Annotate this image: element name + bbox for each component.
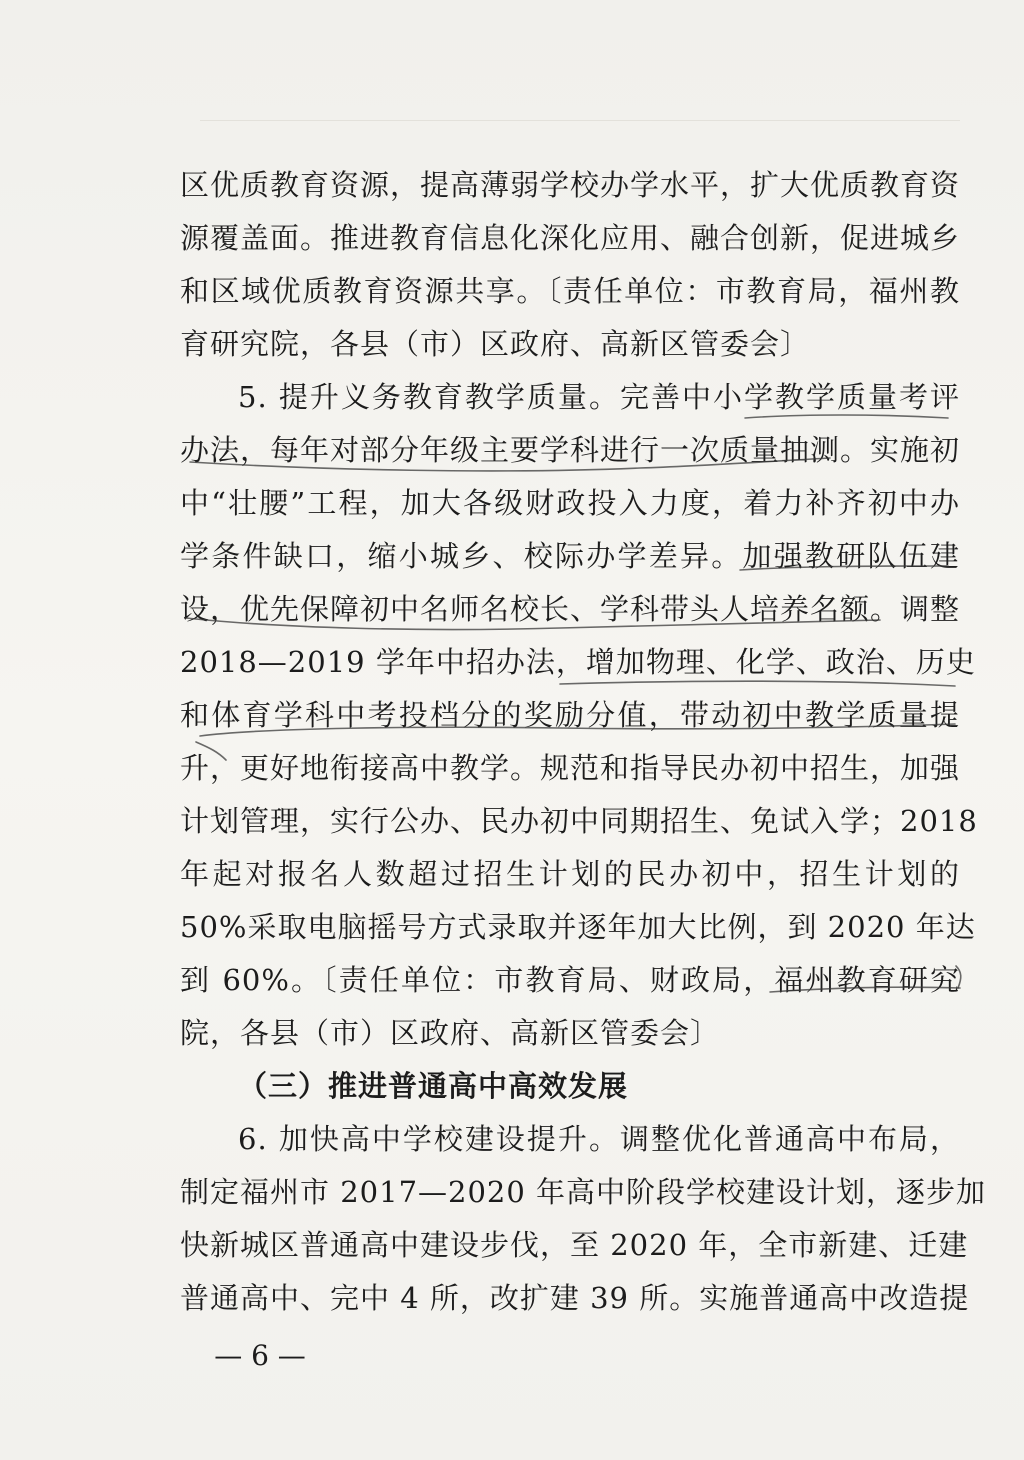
text-line: 升，更好地衔接高中教学。规范和指导民办初中招生，加强	[180, 751, 961, 785]
text-line: 快新城区普通高中建设步伐，至 2020 年，全市新建、迁建	[180, 1228, 969, 1262]
text-line: 计划管理，实行公办、民办初中同期招生、免试入学；2018	[180, 804, 978, 838]
page-number: — 6 —	[214, 1339, 306, 1372]
text-line: 设，优先保障初中名师名校长、学科带头人培养名额。调整	[180, 592, 961, 626]
section-heading: （三）推进普通高中高效发展	[238, 1069, 629, 1103]
text-line: 和体育学科中考投档分的奖励分值，带动初中教学质量提	[180, 698, 960, 732]
text-line: 办法，每年对部分年级主要学科进行一次质量抽测。实施初	[180, 433, 961, 467]
text-line: 源覆盖面。推进教育信息化深化应用、融合创新，促进城乡	[180, 221, 961, 255]
text-line: 50%采取电脑摇号方式录取并逐年加大比例，到 2020 年达	[180, 910, 976, 944]
text-line: 制定福州市 2017—2020 年高中阶段学校建设计划，逐步加	[180, 1175, 987, 1209]
text-line: 和区域优质教育资源共享。〔责任单位：市教育局，福州教	[180, 274, 960, 308]
text-line: 6. 加快高中学校建设提升。调整优化普通高中布局，	[238, 1122, 960, 1156]
bleed-through-line	[200, 120, 960, 121]
text-line: 学条件缺口，缩小城乡、校际办学差异。加强教研队伍建	[180, 539, 960, 573]
text-line: 5. 提升义务教育教学质量。完善中小学教学质量考评	[238, 380, 960, 414]
text-line: 区优质教育资源，提高薄弱学校办学水平，扩大优质教育资	[180, 168, 961, 202]
text-line: 中“壮腰”工程，加大各级财政投入力度，着力补齐初中办	[180, 486, 960, 520]
text-line: 年起对报名人数超过招生计划的民办初中，招生计划的	[180, 857, 960, 891]
text-line: 普通高中、完中 4 所，改扩建 39 所。实施普通高中改造提	[180, 1281, 970, 1315]
text-line: 到 60%。〔责任单位：市教育局、财政局，福州教育研究	[180, 963, 960, 997]
text-line: 育研究院，各县（市）区政府、高新区管委会〕	[180, 327, 811, 361]
text-line: 2018—2019 学年中招办法，增加物理、化学、政治、历史	[180, 645, 976, 679]
text-line: 院，各县（市）区政府、高新区管委会〕	[180, 1016, 721, 1050]
